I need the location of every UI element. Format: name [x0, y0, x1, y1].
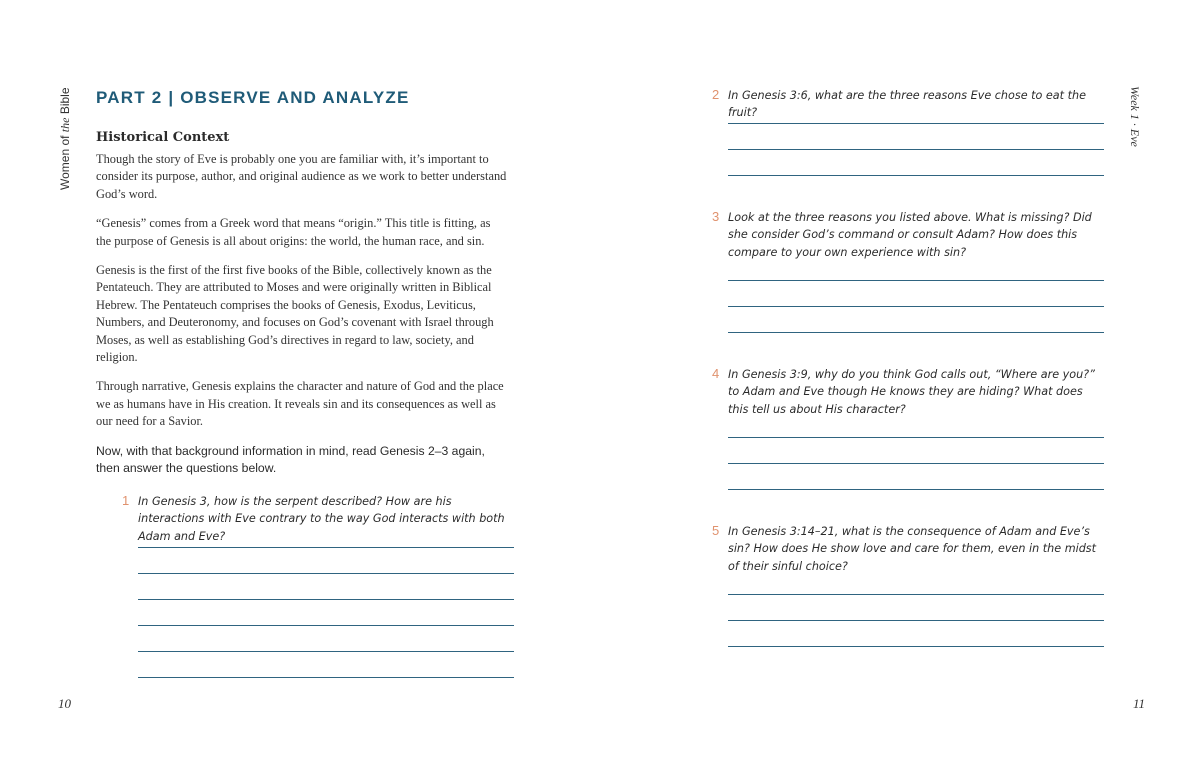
instruction-text: Now, with that background information in mind, read Genesis 2–3 again, then answer the questions below. [96, 443, 485, 476]
paragraph: “Genesis” comes from a Greek word that means “origin.” This title is fitting, as the purpose of Genesis is all about origins: the world, the human race, and sin. [96, 216, 491, 248]
running-head-left: Women of the Bible [58, 87, 72, 190]
answer-line[interactable] [728, 149, 1104, 150]
page-number-right: 11 [1133, 696, 1146, 711]
paragraph: Though the story of Eve is probably one you are familiar with, it’s important to consider its purpose, author, and original audience as we work to better understand God’s word. [96, 152, 507, 201]
question-number: 1 [122, 493, 130, 508]
answer-line[interactable] [728, 280, 1104, 281]
paragraph: Through narrative, Genesis explains the character and nature of God and the place we as humans have in His creation. It reveals sin and its consequences as well as our need for a Savior. [96, 379, 504, 429]
answer-line[interactable] [138, 625, 514, 626]
answer-line[interactable] [138, 651, 514, 652]
question-number: 4 [712, 366, 720, 381]
answer-line[interactable] [728, 123, 1104, 124]
answer-line[interactable] [138, 573, 514, 574]
running-head-right: Week 1 · Eve [1128, 86, 1142, 147]
answer-line[interactable] [728, 437, 1104, 438]
answer-line[interactable] [728, 489, 1104, 490]
question-text: In Genesis 3, how is the serpent described? How are his interactions with Eve contrary to the way God interacts with both Adam and Eve? [138, 495, 505, 543]
question-number: 3 [712, 209, 720, 224]
answer-line[interactable] [728, 332, 1104, 333]
answer-line[interactable] [728, 463, 1104, 464]
question-2 [712, 87, 1107, 179]
section-subheading: Historical Context [96, 130, 230, 145]
question-number: 2 [712, 87, 720, 102]
answer-line[interactable] [728, 620, 1104, 621]
answer-line[interactable] [138, 599, 514, 600]
answer-line[interactable] [728, 594, 1104, 595]
left-page-content [96, 88, 508, 478]
question-4 [712, 366, 1107, 494]
question-text: In Genesis 3:6, what are the three reasons Eve chose to eat the fruit? [728, 89, 1086, 120]
answer-line[interactable] [728, 646, 1104, 647]
question-text: In Genesis 3:14–21, what is the consequence of Adam and Eve’s sin? How does He show love and care for them, even in the midst of their sinful choice? [728, 525, 1097, 573]
question-5 [712, 523, 1107, 651]
paragraph: Genesis is the first of the first five books of the Bible, collectively known as the Pentateuch. They are attributed to Moses and were originally written in Biblical Hebrew. The Pentateuch comprises the books of Genesis, Exodus, Leviticus, Numbers, and Deuteronomy, and focuses on God’s covenant with Israel through Moses, as well as establishing God’s directives in regard to law, society, and religion. [96, 263, 494, 365]
question-number: 5 [712, 523, 720, 538]
question-1 [122, 493, 517, 683]
part-title: PART 2 | OBSERVE AND ANALYZE [96, 88, 410, 107]
answer-line[interactable] [728, 175, 1104, 176]
page-number-left: 10 [58, 696, 71, 711]
question-text: In Genesis 3:9, why do you think God calls out, “Where are you?” to Adam and Eve though He knows they are hiding? What does this tell us about His character? [728, 368, 1095, 416]
answer-line[interactable] [728, 306, 1104, 307]
question-text: Look at the three reasons you listed above. What is missing? Did she consider God’s command or consult Adam? How does this compare to your own experience with sin? [728, 211, 1092, 259]
answer-line[interactable] [138, 547, 514, 548]
question-3 [712, 209, 1107, 337]
answer-line[interactable] [138, 677, 514, 678]
